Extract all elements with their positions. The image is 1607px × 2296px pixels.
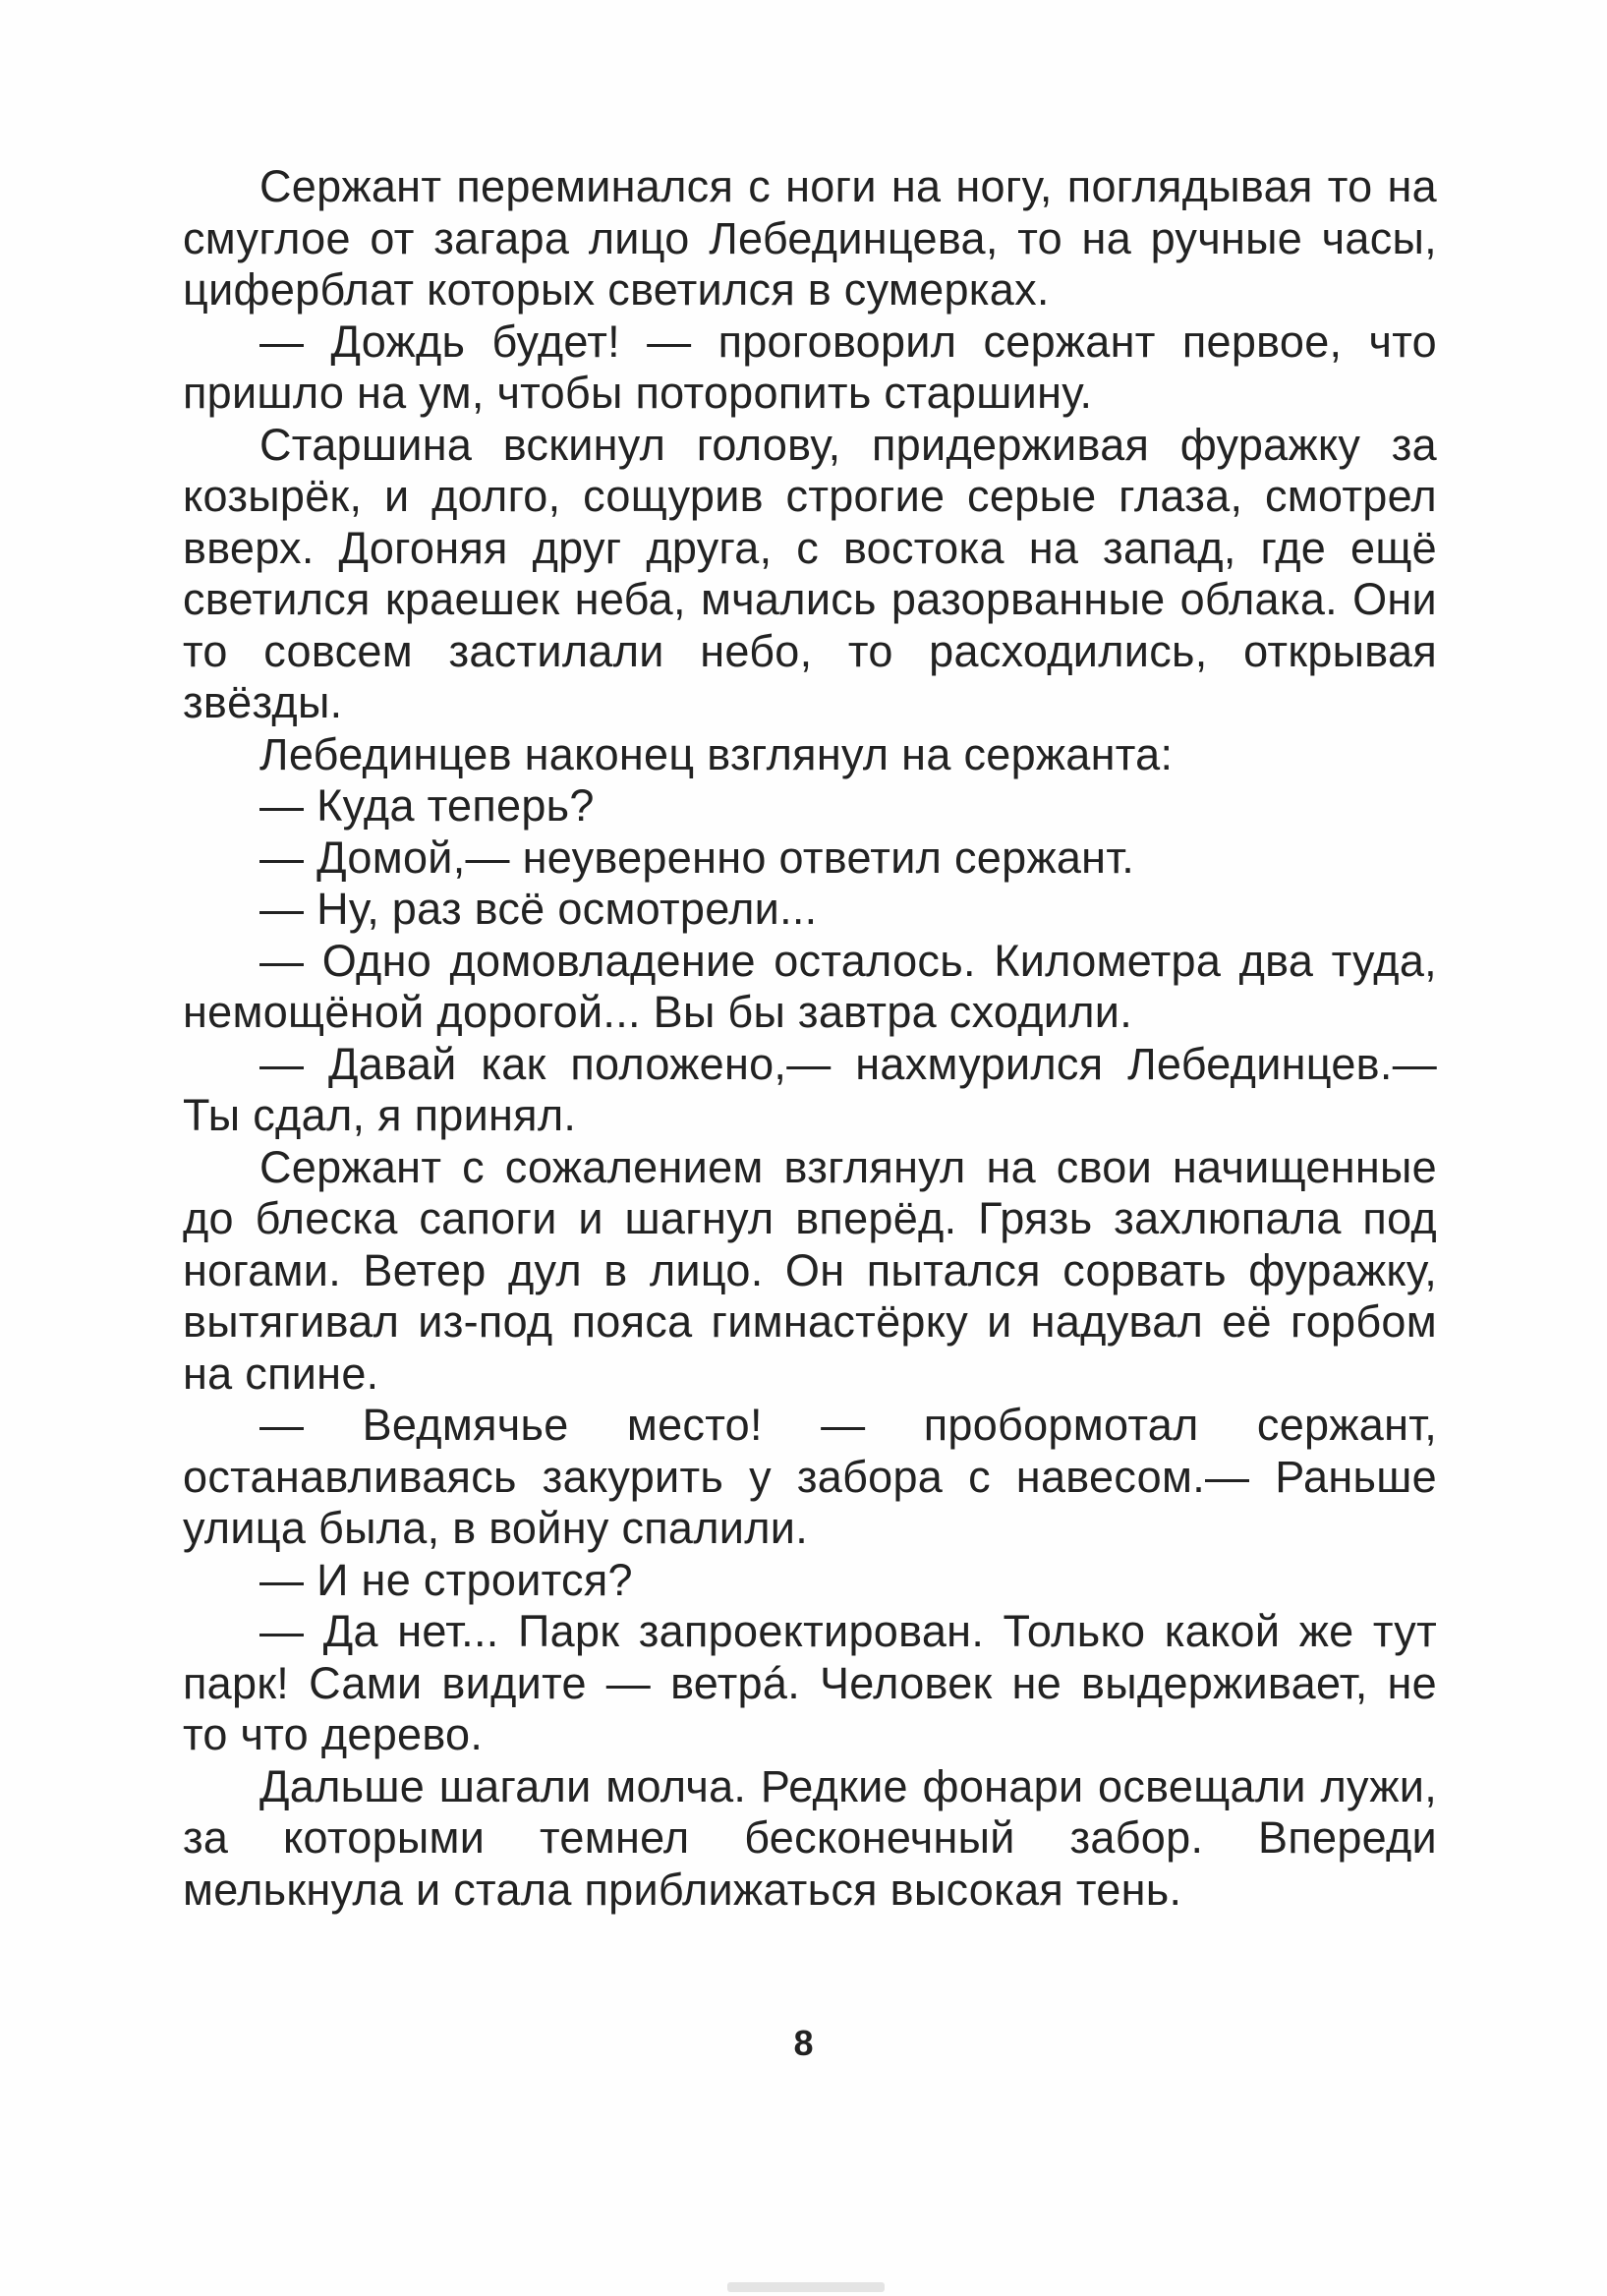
paragraph: — Домой,— неуверенно ответил сержант. bbox=[259, 832, 1135, 883]
paragraph: Сержант с сожалением взглянул на свои начищенные до блеска сапоги и шагнул вперёд. Грязь захлюпала под ногами. Ветер дул в лицо. Он пытался сорвать фуражку, вытягивал из-под пояса гимнастёрку и надувал её горбом на спине. bbox=[183, 1141, 1437, 1399]
paragraph: — Да нет... Парк запроектирован. Только какой же тут парк! Сами видите — ветрá. Человек не выдерживает, не то что дерево. bbox=[183, 1606, 1437, 1759]
paragraph: — Дождь будет! — проговорил сержант первое, что пришло на ум, чтобы поторопить старшину. bbox=[183, 316, 1437, 418]
paragraph: — Давай как положено,— нахмурился Лебединцев.— Ты сдал, я принял. bbox=[183, 1038, 1437, 1140]
scan-edge-mark bbox=[727, 2282, 885, 2292]
paragraph: Лебединцев наконец взглянул на сержанта: bbox=[259, 728, 1174, 779]
page-number: 8 bbox=[793, 2023, 814, 2063]
paragraph: — И не строится? bbox=[259, 1554, 633, 1605]
paragraph: Сержант переминался с ноги на ногу, поглядывая то на смуглое от загара лицо Лебединцева, то на ручные часы, циферблат которых светился в сумерках. bbox=[183, 161, 1437, 315]
paragraph: — Одно домовладение осталось. Километра два туда, немощёной дорогой... Вы бы завтра сходили. bbox=[183, 935, 1437, 1037]
paragraph: Старшина вскинул голову, придерживая фуражку за козырёк, и долго, сощурив строгие серые глаза, смотрел вверх. Догоняя друг друга, с востока на запад, где ещё светился краешек неба, мчались разорванные облака. Они то совсем застилали небо, то расходились, открывая звёзды. bbox=[183, 419, 1437, 727]
paragraph: — Куда теперь? bbox=[259, 780, 595, 831]
body-text bbox=[183, 161, 1437, 1916]
paragraph: — Ведмячье место! — пробормотал сержант, останавливаясь закурить у забора с навесом.— Раньше улица была, в войну спалили. bbox=[183, 1400, 1437, 1553]
paragraph: Дальше шагали молча. Редкие фонари освещали лужи, за которыми темнел бесконечный забор. Впереди мелькнула и стала приближаться высокая тень. bbox=[183, 1760, 1437, 1915]
paragraph: — Ну, раз всё осмотрели... bbox=[259, 884, 818, 934]
